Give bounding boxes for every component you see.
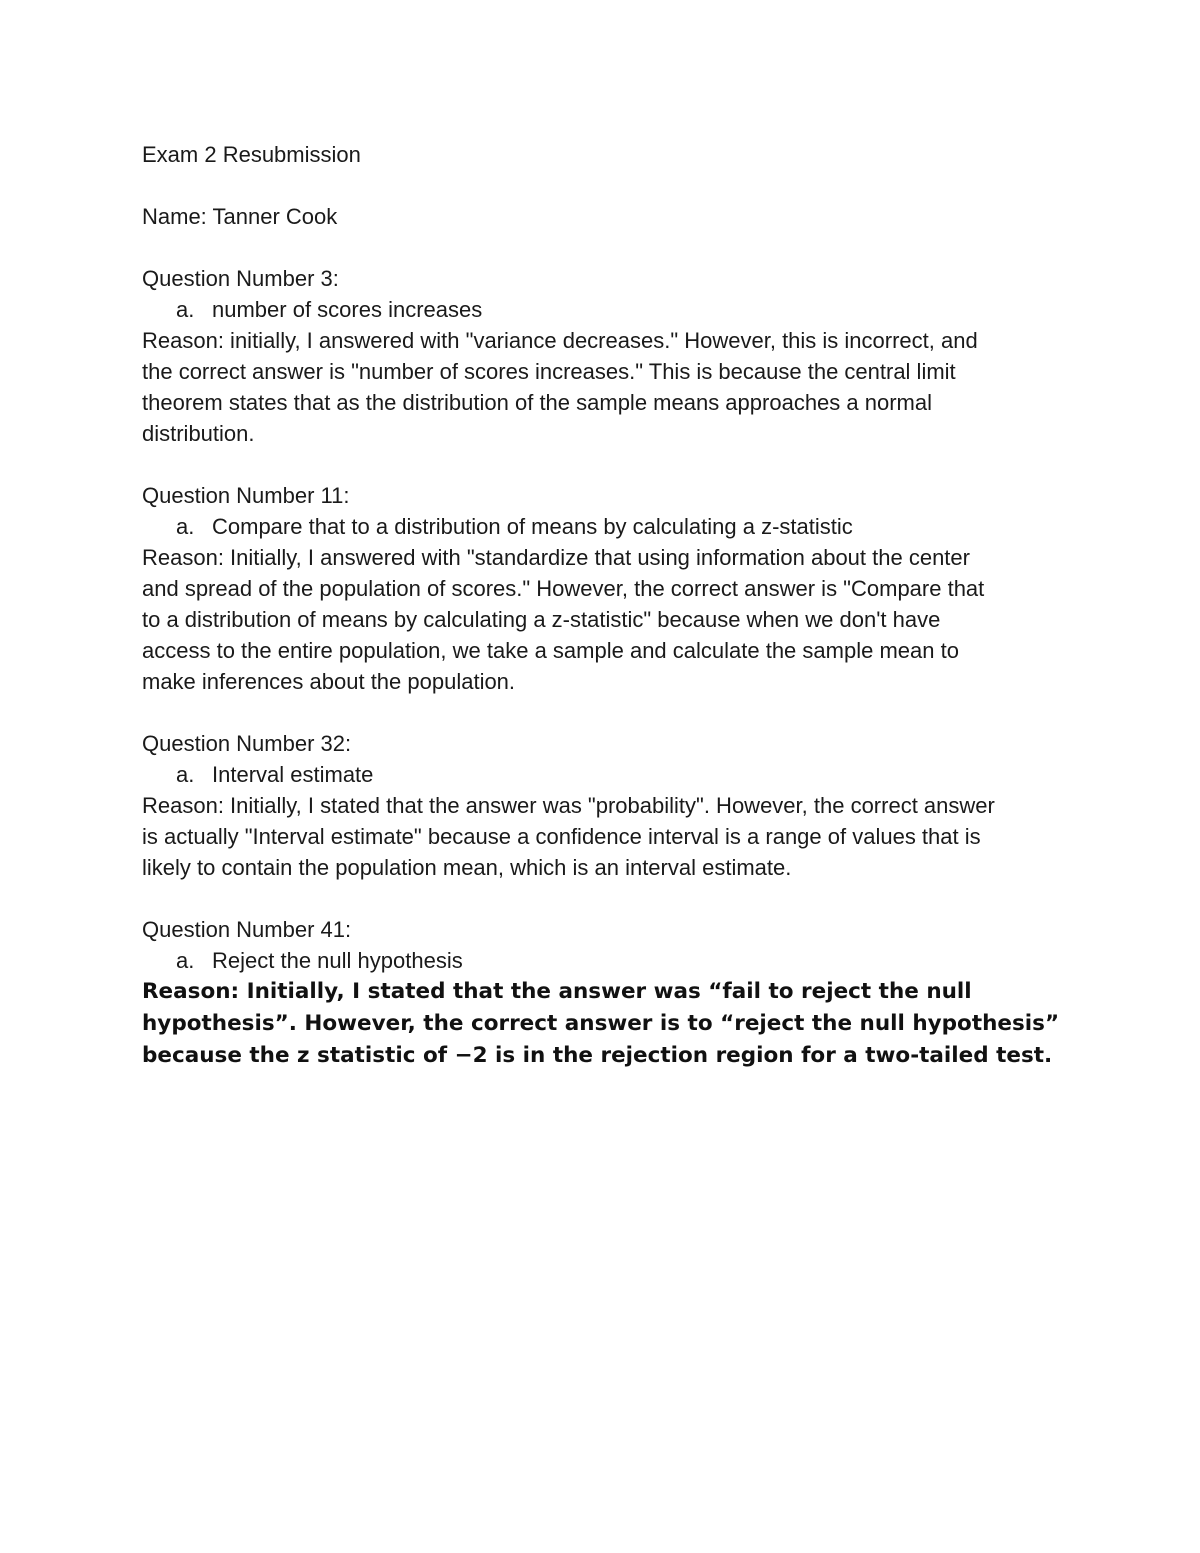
list-marker: a. [176, 297, 195, 322]
reason-line: Reason: Initially, I answered with "standardize that using information about the center [142, 545, 970, 570]
question-heading: Question Number 32: [142, 731, 352, 756]
reason-line: access to the entire population, we take a sample and calculate the sample mean to [142, 638, 959, 663]
list-marker: a. [176, 948, 195, 973]
reason-paragraph [142, 325, 1072, 449]
reason-line: because the z statistic of −2 is in the rejection region for a two-tailed test. [142, 1043, 1053, 1068]
reason-line: and spread of the population of scores." However, the correct answer is "Compare that [142, 576, 985, 601]
question-block-3 [142, 263, 1072, 449]
answer-item [142, 511, 1072, 542]
question-heading: Question Number 3: [142, 266, 339, 291]
reason-line: Reason: initially, I answered with "variance decreases." However, this is incorrect, and [142, 328, 978, 353]
reason-line: hypothesis”. However, the correct answer is to “reject the null hypothesis” [142, 1011, 1060, 1036]
reason-line: Reason: Initially, I stated that the answer was "probability". However, the correct answer [142, 793, 995, 818]
question-block-41 [142, 914, 1072, 1072]
answer-item [142, 294, 1072, 325]
reason-paragraph-bold [142, 976, 1072, 1072]
answer-item [142, 759, 1072, 790]
document-title: Exam 2 Resubmission [142, 142, 361, 167]
document-page [142, 139, 1072, 1072]
reason-line: make inferences about the population. [142, 669, 516, 694]
answer-text: Reject the null hypothesis [212, 948, 463, 973]
reason-line: theorem states that as the distribution of the sample means approaches a normal [142, 390, 932, 415]
spacer [142, 883, 1072, 914]
spacer [142, 232, 1072, 263]
question-block-32 [142, 728, 1072, 883]
spacer [142, 170, 1072, 201]
reason-line: to a distribution of means by calculating a z-statistic" because when we don't have [142, 607, 941, 632]
answer-text: Interval estimate [212, 762, 374, 787]
reason-paragraph [142, 542, 1072, 697]
student-name: Name: Tanner Cook [142, 204, 338, 229]
reason-paragraph [142, 790, 1072, 883]
reason-line: is actually "Interval estimate" because a confidence interval is a range of values that is [142, 824, 981, 849]
reason-line: the correct answer is "number of scores increases." This is because the central limit [142, 359, 956, 384]
reason-line: distribution. [142, 421, 255, 446]
reason-line: Reason: Initially, I stated that the answer was “fail to reject the null [142, 979, 972, 1004]
reason-line: likely to contain the population mean, which is an interval estimate. [142, 855, 792, 880]
list-marker: a. [176, 762, 195, 787]
question-block-11 [142, 480, 1072, 697]
list-marker: a. [176, 514, 195, 539]
question-heading: Question Number 41: [142, 917, 352, 942]
question-heading: Question Number 11: [142, 483, 350, 508]
answer-text: Compare that to a distribution of means by calculating a z-statistic [212, 514, 853, 539]
answer-item [142, 945, 1072, 976]
spacer [142, 449, 1072, 480]
answer-text: number of scores increases [212, 297, 483, 322]
spacer [142, 697, 1072, 728]
